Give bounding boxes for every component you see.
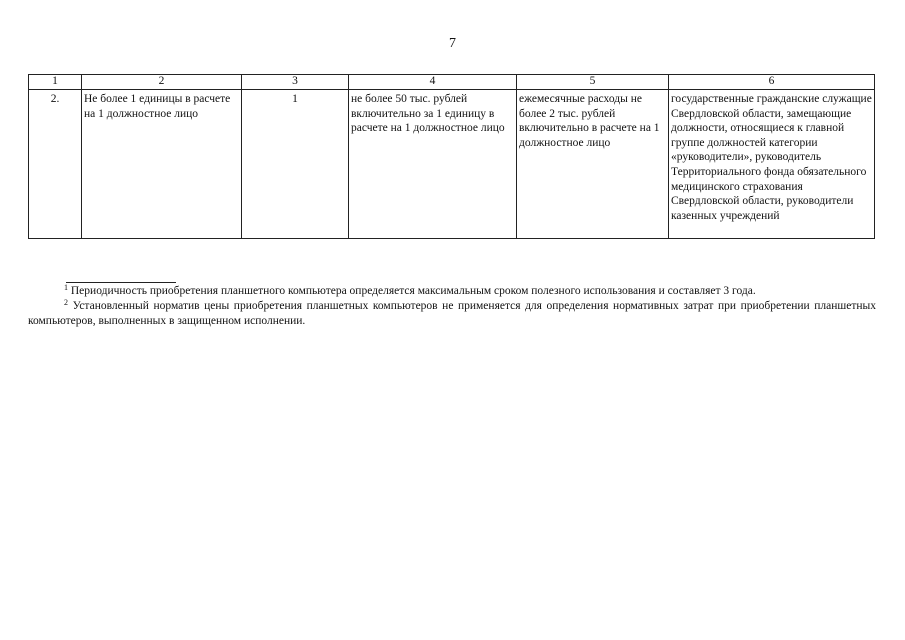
- cell-positions: государственные гражданские служащие Свердловской области, замещающие должности, относящиеся к главной группе должностей категории «руководители», руководитель Территориального фонда обязательного медицинского страхования Свердловской области, руководители казенных учреждений: [669, 90, 875, 239]
- footnote-marker: 2: [64, 298, 68, 307]
- footnote-2: [28, 299, 876, 329]
- page-number: 7: [449, 36, 456, 51]
- column-header-2: 2: [82, 75, 242, 90]
- column-header-6: 6: [669, 75, 875, 90]
- cell-row-number: 2.: [29, 90, 82, 239]
- norms-table: [28, 74, 875, 239]
- cell-quantity-norm: Не более 1 единицы в расчете на 1 должностное лицо: [82, 90, 242, 239]
- column-header-5: 5: [517, 75, 669, 90]
- cell-price-norm: не более 50 тыс. рублей включительно за 1 единицу в расчете на 1 должностное лицо: [349, 90, 517, 239]
- footnote-separator: [66, 282, 176, 283]
- cell-count: 1: [242, 90, 349, 239]
- table-row: [29, 90, 875, 239]
- footnote-marker: 1: [64, 283, 68, 292]
- column-header-3: 3: [242, 75, 349, 90]
- column-header-1: 1: [29, 75, 82, 90]
- footnote-text: Периодичность приобретения планшетного компьютера определяется максимальным сроком полезного использования и составляет 3 года.: [70, 285, 756, 297]
- cell-monthly-expenses: ежемесячные расходы не более 2 тыс. рублей включительно в расчете на 1 должностное лицо: [517, 90, 669, 239]
- table-header-row: [29, 75, 875, 90]
- column-header-4: 4: [349, 75, 517, 90]
- footnote-text: Установленный норматив цены приобретения планшетных компьютеров не применяется для определения нормативных затрат при приобретении планшетных компьютеров, выполненных в защищенном исполнении.: [28, 300, 876, 327]
- footnotes: [28, 284, 876, 329]
- footnote-1: [28, 284, 876, 299]
